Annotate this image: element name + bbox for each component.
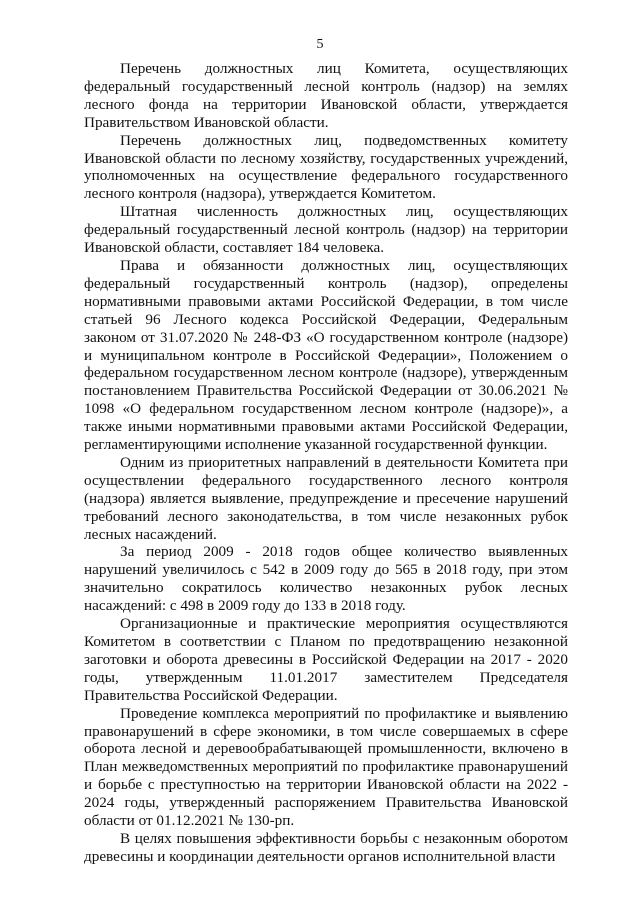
paragraph-organizational-measures: Организационные и практические мероприятия осуществляются Комитетом в соответствии с Планом по предотвращению незаконной заготовки и оборота древесины в Российской Федерации на 2017 - 2020 годы, утвержденным 11.01.2017 заместителем Председателя Правительства Российской Федерации. xyxy=(84,615,568,704)
document-body xyxy=(84,60,568,866)
paragraph-officials-list-institutions: Перечень должностных лиц, подведомственных комитету Ивановской области по лесному хозяйству, государственных учреждений, уполномоченных на осуществление федерального государственного лесного контроля (надзора), утверждается Комитетом. xyxy=(84,131,568,203)
paragraph-violations-statistics: За период 2009 - 2018 годов общее количество выявленных нарушений увеличилось с 542 в 2009 году до 565 в 2018 году, при этом значительно сократилось количество незаконных рубок лесных насаждений: с 498 в 2009 году до 133 в 2018 году. xyxy=(84,543,568,615)
page-number: 5 xyxy=(316,37,324,52)
paragraph-staff-count: Штатная численность должностных лиц, осуществляющих федеральный государственный лесной контроль (надзор) на территории Ивановской области, составляет 184 человека. xyxy=(84,203,568,257)
paragraph-efficiency-improvement: В целях повышения эффективности борьбы с незаконным оборотом древесины и координации деятельности органов исполнительной власти xyxy=(84,829,568,865)
paragraph-rights-and-duties: Права и обязанности должностных лиц, осуществляющих федеральный государственный контроль (надзор), определены нормативными правовыми актами Российской Федерации, в том числе статьей 96 Лесного кодекса Российской Федерации, Федеральным законом от 31.07.2020 № 248-ФЗ «О государственном контроле (надзоре) и муниципальном контроле в Российской Федерации», Положением о федеральном государственном лесном контроле (надзоре), утвержденным постановлением Правительства Российской Федерации от 30.06.2021 № 1098 «О федеральном государственном лесном контроле (надзоре)», а также иными нормативными правовыми актами Российской Федерации, регламентирующими исполнение указанной государственной функции. xyxy=(84,256,568,454)
paragraph-officials-list-committee: Перечень должностных лиц Комитета, осуществляющих федеральный государственный лесной контроль (надзор) на землях лесного фонда на территории Ивановской области, утверждается Правительством Ивановской области. xyxy=(84,60,568,131)
paragraph-priority-directions: Одним из приоритетных направлений в деятельности Комитета при осуществлении федерального государственного лесного контроля (надзора) является выявление, предупреждение и пресечение нарушений требований лесного законодательства, в том числе незаконных рубок лесных насаждений. xyxy=(84,453,568,543)
paragraph-prevention-plan: Проведение комплекса мероприятий по профилактике и выявлению правонарушений в сфере экономики, в том числе совершаемых в сфере оборота лесной и деревообрабатывающей промышленности, включено в План межведомственных мероприятий по профилактике правонарушений и борьбе с преступностью на территории Ивановской области на 2022 - 2024 годы, утвержденный распоряжением Правительства Ивановской области от 01.12.2021 № 130-рп. xyxy=(84,704,568,830)
